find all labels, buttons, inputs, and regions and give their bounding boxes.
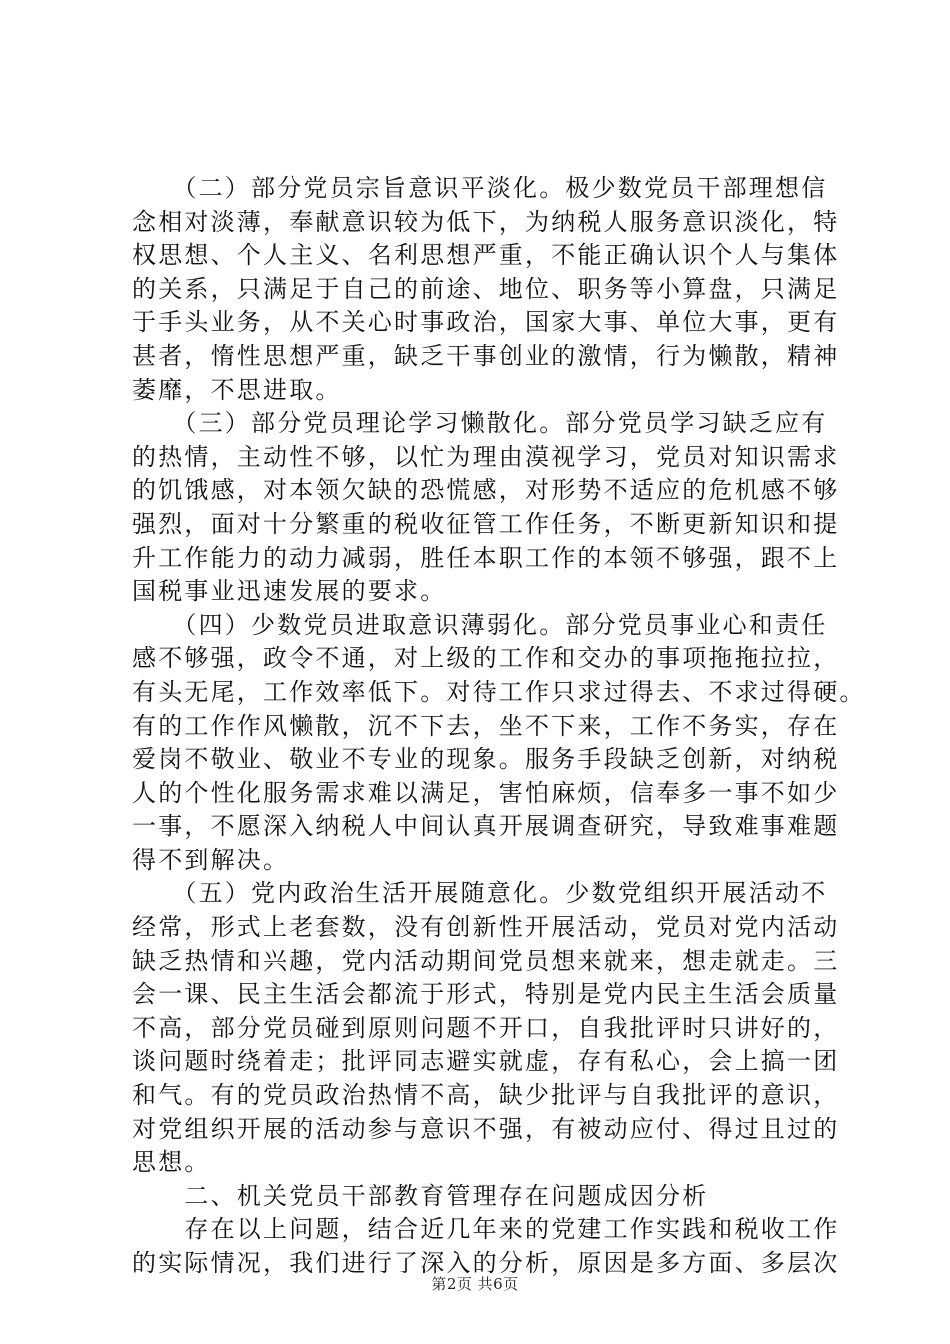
text-line: 的关系，只满足于自己的前途、地位、职务等小算盘，只满足: [132, 274, 840, 303]
text-line: 爱岗不敬业、敬业不专业的现象。服务手段缺乏创新，对纳税: [132, 745, 840, 774]
text-line: 念相对淡薄，奉献意识较为低下，为纳税人服务意识淡化，特: [132, 207, 840, 236]
document-body: [132, 172, 866, 1281]
text-line: 得不到解决。: [132, 845, 290, 874]
text-line: 于手头业务，从不关心时事政治，国家大事、单位大事，更有: [132, 308, 840, 337]
text-line: 经常，形式上老套数，没有创新性开展活动，党员对党内活动: [132, 913, 840, 942]
text-line: （二）部分党员宗旨意识平淡化。极少数党员干部理想信: [132, 174, 828, 202]
section-heading: 二、机关党员干部教育管理存在问题成因分析: [132, 1181, 709, 1210]
text-line: 国税事业迅速发展的要求。: [132, 577, 447, 606]
text-line: 对党组织开展的活动参与意识不强，有被动应付、得过且过的: [132, 1114, 840, 1143]
text-line: （五）党内政治生活开展随意化。少数党组织开展活动不: [132, 879, 828, 908]
text-line: 一事，不愿深入纳税人中间认真开展调查研究，导致难事难题: [132, 812, 840, 841]
text-line: 有的工作作风懒散，沉不下去，坐不下来，工作不务实，存在: [132, 711, 840, 740]
text-line: 强烈，面对十分繁重的税收征管工作任务，不断更新知识和提: [132, 509, 840, 538]
text-line: 权思想、个人主义、名利思想严重，不能正确认识个人与集体: [132, 241, 840, 270]
text-line: （三）部分党员理论学习懒散化。部分党员学习缺乏应有: [132, 409, 828, 438]
text-line: 感不够强，政令不通，对上级的工作和交办的事项拖拖拉拉，: [132, 644, 840, 673]
text-line: （四）少数党员进取意识薄弱化。部分党员事业心和责任: [132, 610, 828, 639]
text-line: 人的个性化服务需求难以满足，害怕麻烦，信奉多一事不如少: [132, 778, 840, 807]
text-line: 萎靡，不思进取。: [132, 375, 342, 404]
text-line: 的实际情况，我们进行了深入的分析，原因是多方面、多层次: [132, 1249, 840, 1277]
text-line: 思想。: [132, 1148, 211, 1177]
text-line: 升工作能力的动力减弱，胜任本职工作的本领不够强，跟不上: [132, 543, 840, 572]
text-line: 不高，部分党员碰到原则问题不开口，自我批评时只讲好的，: [132, 1013, 840, 1042]
text-line: 的饥饿感，对本领欠缺的恐慌感，对形势不适应的危机感不够: [132, 476, 840, 505]
text-line: 甚者，惰性思想严重，缺乏干事创业的激情，行为懒散，精神: [132, 341, 840, 370]
text-line: 和气。有的党员政治热情不高，缺少批评与自我批评的意识，: [132, 1081, 840, 1110]
text-line: 缺乏热情和兴趣，党内活动期间党员想来就来，想走就走。三: [132, 946, 840, 975]
text-line: 会一课、民主生活会都流于形式，特别是党内民主生活会质量: [132, 980, 840, 1009]
text-line: 的热情，主动性不够，以忙为理由漠视学习，党员对知识需求: [132, 442, 840, 471]
page-number-footer: 第2页 共6页: [431, 1275, 519, 1293]
text-line: 存在以上问题，结合近几年来的党建工作实践和税收工作: [132, 1215, 840, 1244]
text-line: 有头无尾，工作效率低下。对待工作只求过得去、不求过得硬。: [132, 677, 866, 706]
text-line: 谈问题时绕着走；批评同志避实就虚，存有私心，会上搞一团: [132, 1047, 840, 1076]
